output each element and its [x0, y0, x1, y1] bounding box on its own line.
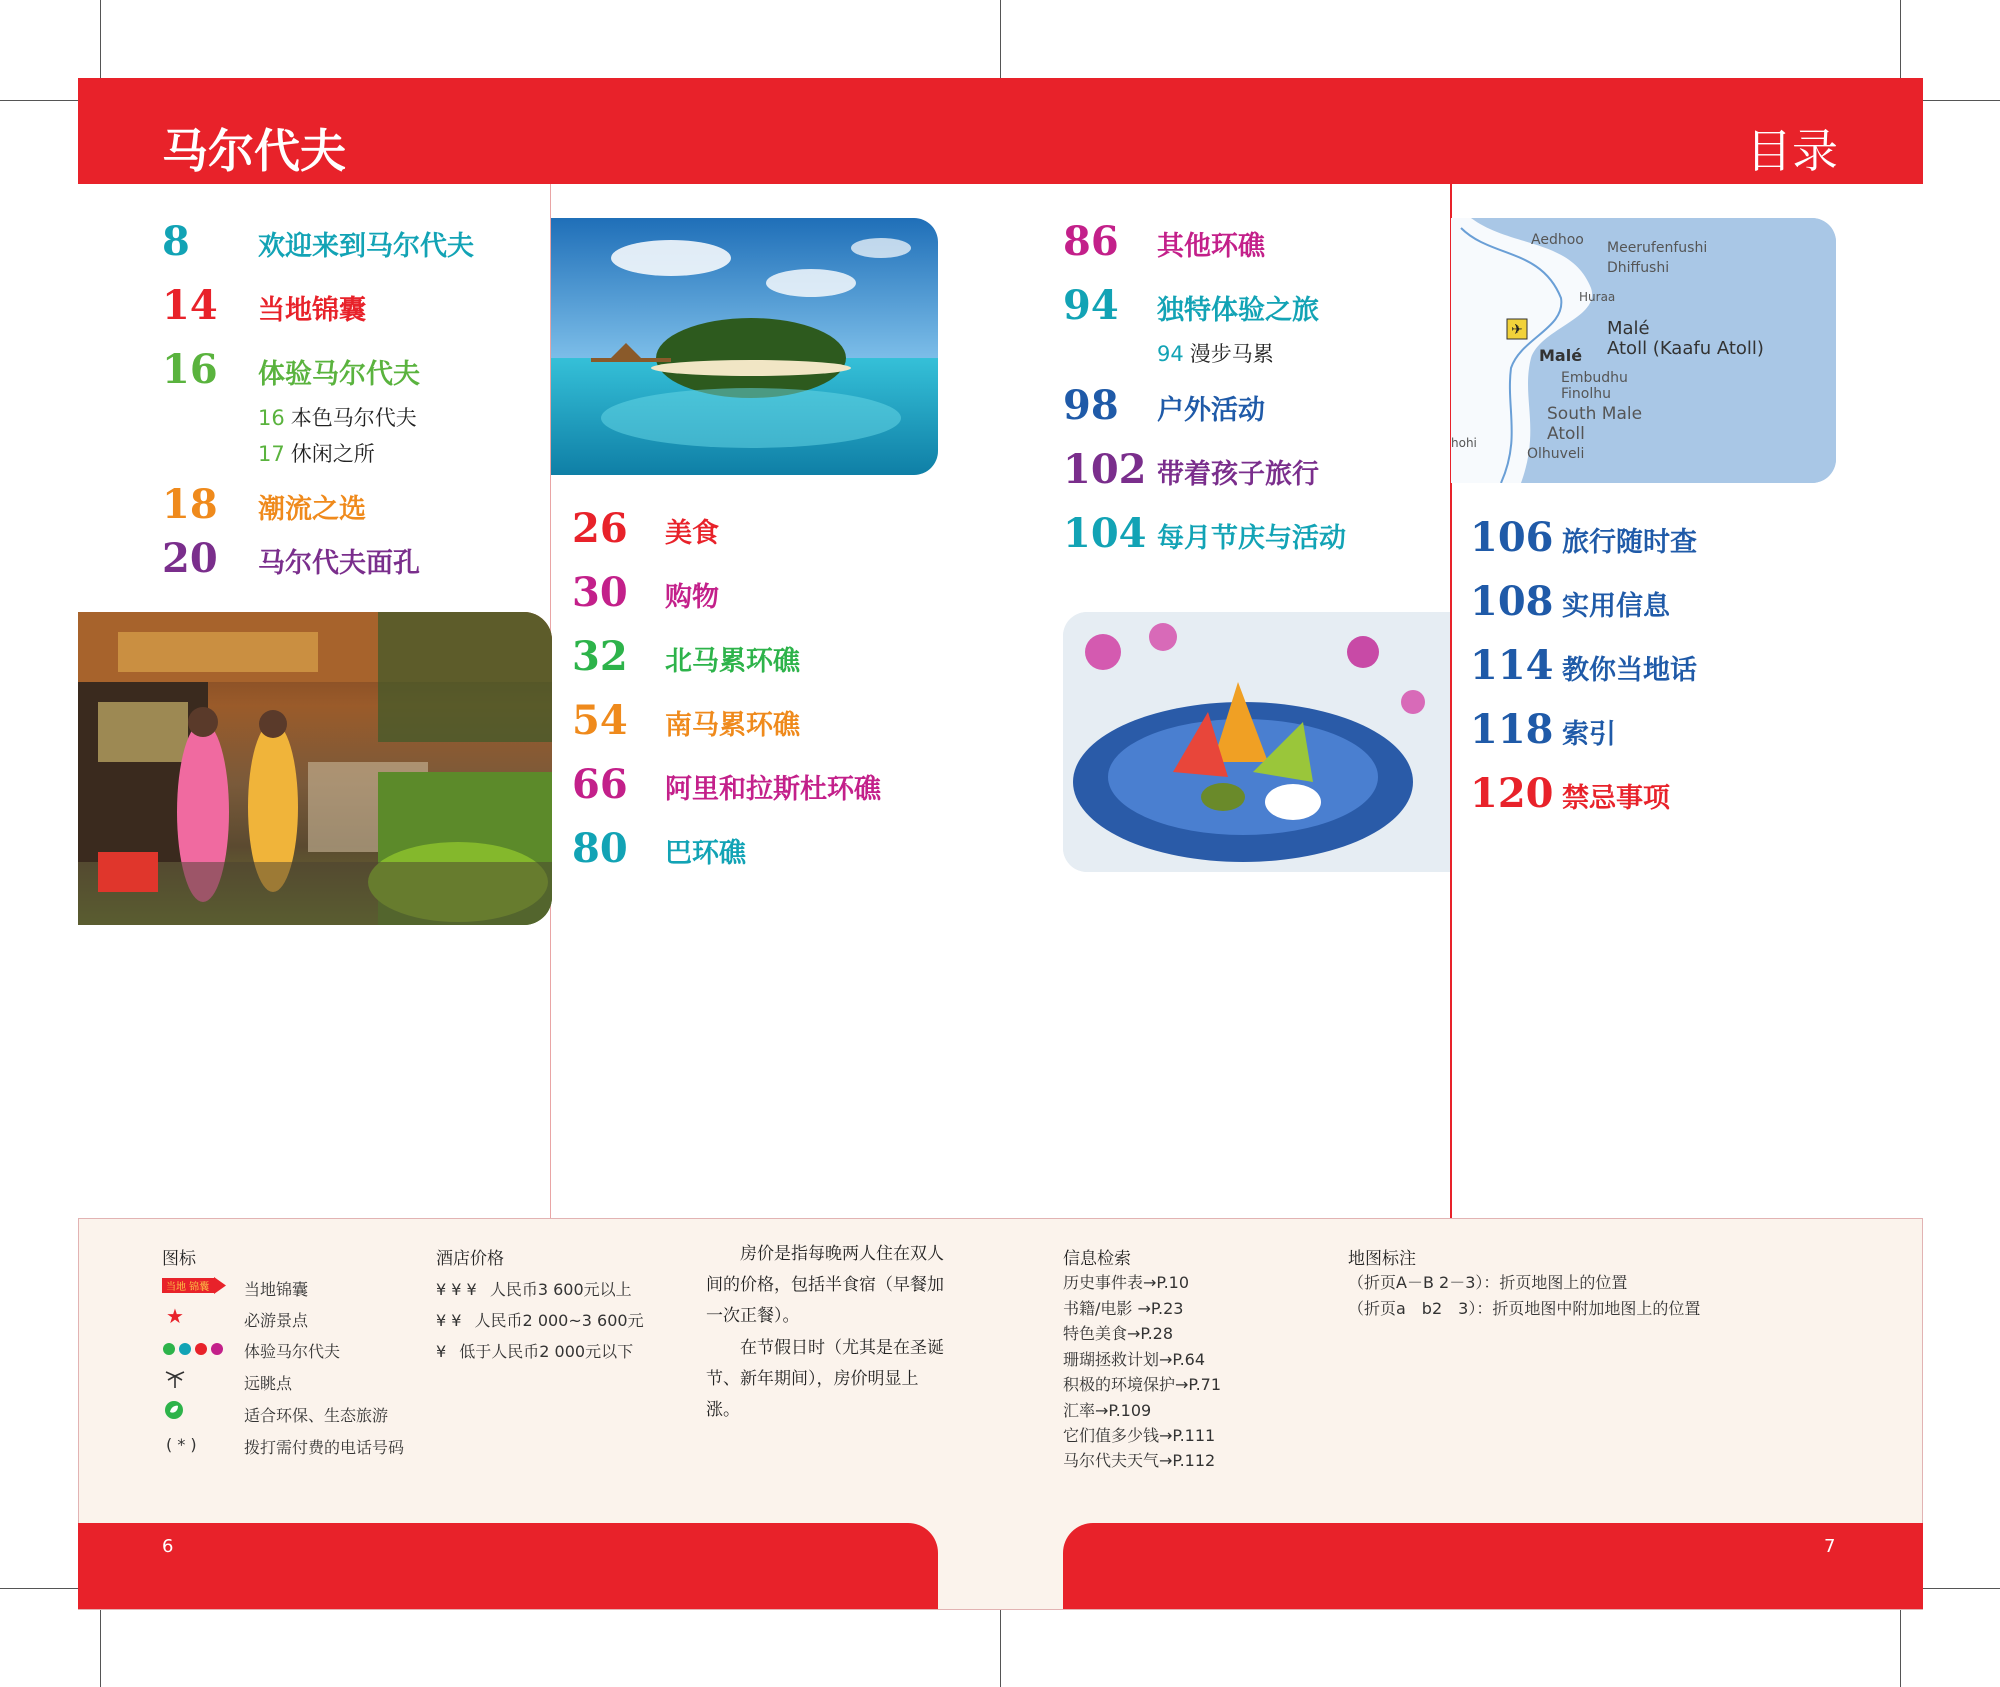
map-label: Malé — [1539, 346, 1583, 365]
toc-page-number: 114 — [1470, 642, 1554, 689]
page-title: 马尔代夫 — [162, 124, 346, 178]
toc-label: 购物 — [665, 582, 719, 613]
toc-sub-label: 本色马尔代夫 — [290, 406, 417, 430]
hotel-price-row — [436, 1308, 644, 1331]
crop-mark — [1900, 0, 1901, 78]
price-note-paragraph: 房价是指每晚两人住在双人间的价格，包括半食宿（早餐加一次正餐）。 — [706, 1244, 944, 1326]
toc-subentry[interactable] — [258, 438, 375, 468]
toc-label: 美食 — [665, 518, 719, 549]
map-label: Embudhu — [1561, 370, 1628, 386]
toc-label: 独特体验之旅 — [1157, 295, 1319, 326]
toc-sub-label: 休闲之所 — [290, 442, 375, 466]
atoll-map[interactable] — [1451, 218, 1836, 483]
info-index-item[interactable]: 积极的环境保护→P.71 — [1063, 1375, 1222, 1394]
toc-page-number: 66 — [572, 761, 628, 808]
island-photo — [551, 218, 938, 475]
toc-entry[interactable] — [1470, 578, 1670, 625]
crop-mark — [0, 100, 78, 101]
toc-label: 南马累环礁 — [665, 710, 800, 741]
crop-mark — [100, 0, 101, 78]
bracket-star-icon: ( * ) — [166, 1435, 197, 1454]
four-dots-icon — [162, 1341, 232, 1355]
toc-label: 北马累环礁 — [665, 646, 800, 677]
left-page-footer-bar — [78, 1523, 938, 1609]
map-label: South Male — [1547, 404, 1643, 424]
toc-page-number: 30 — [572, 569, 628, 616]
toc-entry[interactable] — [162, 535, 420, 582]
crop-mark — [1923, 100, 2000, 101]
map-label: hohi — [1451, 436, 1477, 450]
price-note-paragraph: 在节假日时（尤其是在圣诞节、新年期间），房价明显上涨。 — [706, 1338, 944, 1420]
toc-entry[interactable] — [572, 825, 746, 872]
map-label: Finolhu — [1561, 386, 1611, 402]
toc-label: 体验马尔代夫 — [258, 359, 420, 390]
toc-label: 实用信息 — [1562, 591, 1670, 622]
map-notes-title: 地图标注 — [1348, 1249, 1416, 1269]
toc-sub-label: 漫步马累 — [1189, 342, 1274, 366]
toc-entry[interactable] — [162, 282, 366, 329]
map-note: （折页A－B 2－3）：折页地图上的位置 — [1348, 1273, 1628, 1292]
info-index-item[interactable]: 汇率→P.109 — [1063, 1401, 1152, 1420]
toc-entry[interactable] — [572, 569, 719, 616]
crop-mark — [0, 1588, 78, 1589]
toc-label: 索引 — [1562, 719, 1616, 750]
toc-page-number: 26 — [572, 505, 628, 552]
info-index-item[interactable]: 它们值多少钱→P.111 — [1063, 1426, 1216, 1445]
price-label: 低于人民币2 000元以下 — [459, 1342, 634, 1361]
toc-label: 马尔代夫面孔 — [258, 548, 420, 579]
map-label: Aedhoo — [1531, 232, 1584, 248]
toc-label: 当地锦囊 — [258, 295, 366, 326]
crop-mark — [1000, 0, 1001, 86]
toc-entry[interactable] — [572, 761, 881, 808]
price-symbol: ¥ — [436, 1342, 447, 1361]
toc-label: 每月节庆与活动 — [1157, 523, 1346, 554]
toc-label: 阿里和拉斯杜环礁 — [665, 774, 881, 805]
toc-page-number: 80 — [572, 825, 628, 872]
toc-page-number: 86 — [1063, 218, 1119, 265]
toc-page-number: 118 — [1470, 706, 1554, 753]
toc-label: 旅行随时查 — [1562, 527, 1697, 558]
toc-sub-page-number: 16 — [258, 406, 285, 430]
map-label: Malé — [1607, 318, 1650, 339]
toc-label: 其他环礁 — [1157, 231, 1265, 262]
toc-entry[interactable] — [1470, 514, 1697, 561]
badge-label: 当地 锦囊 — [166, 1282, 210, 1293]
hotel-price-title: 酒店价格 — [436, 1249, 504, 1269]
food-dish-photo — [1063, 612, 1450, 872]
toc-page-number: 94 — [1063, 282, 1119, 329]
toc-page-number: 120 — [1470, 770, 1554, 817]
crop-mark — [1000, 1605, 1001, 1687]
legend-label: 当地锦囊 — [244, 1280, 309, 1299]
map-note: （折页a b2 3）：折页地图中附加地图上的位置 — [1348, 1299, 1701, 1318]
toc-entry[interactable] — [1063, 382, 1265, 429]
legend-label: 拨打需付费的电话号码 — [244, 1438, 405, 1457]
toc-entry[interactable] — [1470, 706, 1616, 753]
toc-subentry[interactable] — [258, 402, 417, 432]
toc-sub-page-number: 17 — [258, 442, 285, 466]
map-label: Huraa — [1579, 290, 1616, 304]
map-label: Atoll (Kaafu Atoll) — [1607, 338, 1764, 359]
map-label: Olhuveli — [1527, 446, 1585, 462]
legend-label: 远眺点 — [244, 1374, 293, 1393]
toc-entry[interactable] — [1063, 218, 1265, 265]
icons-legend-title: 图标 — [162, 1249, 196, 1269]
toc-entry[interactable] — [1063, 510, 1346, 557]
toc-label: 禁忌事项 — [1562, 783, 1670, 814]
toc-page-number: 108 — [1470, 578, 1554, 625]
eco-leaf-icon — [165, 1401, 183, 1419]
legend-label: 必游景点 — [244, 1311, 309, 1330]
svg-text:✈: ✈ — [1511, 322, 1523, 338]
toc-page-number: 98 — [1063, 382, 1119, 429]
toc-page-number: 102 — [1063, 446, 1147, 493]
hotel-price-row — [436, 1339, 633, 1362]
crop-mark — [1900, 1610, 1901, 1687]
toc-subentry[interactable] — [1157, 338, 1274, 368]
map-label: Dhiffushi — [1607, 260, 1670, 276]
info-index-item[interactable]: 珊瑚拯救计划→P.64 — [1063, 1350, 1206, 1369]
toc-page-number: 18 — [162, 481, 218, 528]
toc-entry[interactable] — [572, 697, 800, 744]
toc-sub-page-number: 94 — [1157, 342, 1184, 366]
section-title: 目录 — [1746, 124, 1838, 178]
toc-label: 户外活动 — [1157, 395, 1265, 426]
toc-label: 欢迎来到马尔代夫 — [258, 231, 474, 262]
toc-page-number: 54 — [572, 697, 628, 744]
toc-page-number: 14 — [162, 282, 218, 329]
map-label: Atoll — [1547, 424, 1585, 444]
legend-label: 体验马尔代夫 — [244, 1342, 341, 1361]
page-number-right: 7 — [1824, 1536, 1836, 1557]
toc-page-number: 16 — [162, 346, 218, 393]
crop-mark — [100, 1610, 101, 1687]
toc-page-number: 106 — [1470, 514, 1554, 561]
price-label: 人民币2 000~3 600元 — [474, 1311, 644, 1330]
toc-label: 带着孩子旅行 — [1157, 459, 1319, 490]
palm-viewpoint-icon — [164, 1370, 186, 1388]
star-icon: ★ — [166, 1304, 184, 1328]
toc-entry[interactable] — [572, 633, 800, 680]
toc-entry[interactable] — [162, 346, 420, 393]
local-tip-badge-icon — [162, 1277, 226, 1294]
info-index-title: 信息检索 — [1063, 1249, 1131, 1269]
toc-entry[interactable] — [1063, 446, 1319, 493]
info-index-item[interactable]: 书籍/电影 →P.23 — [1063, 1299, 1184, 1318]
right-page-footer-bar — [1063, 1523, 1923, 1609]
info-index-item[interactable]: 特色美食→P.28 — [1063, 1324, 1174, 1343]
legend-label: 适合环保、生态旅游 — [244, 1406, 389, 1425]
market-street-photo — [78, 612, 552, 925]
toc-label: 潮流之选 — [258, 494, 366, 525]
info-index-item[interactable]: 马尔代夫天气→P.112 — [1063, 1451, 1216, 1470]
toc-entry[interactable] — [1470, 770, 1670, 817]
toc-entry[interactable] — [162, 481, 366, 528]
hotel-price-row — [436, 1277, 632, 1300]
toc-page-number: 32 — [572, 633, 628, 680]
crop-mark — [1923, 1588, 2000, 1589]
price-symbol: ¥ ¥ ¥ — [436, 1280, 477, 1299]
map-label: Meerufenfushi — [1607, 240, 1708, 256]
toc-page-number: 8 — [162, 218, 190, 265]
toc-entry[interactable] — [1063, 282, 1319, 329]
toc-entry[interactable] — [162, 218, 474, 265]
toc-entry[interactable] — [1470, 642, 1697, 689]
price-label: 人民币3 600元以上 — [489, 1280, 632, 1299]
info-index-item[interactable]: 历史事件表→P.10 — [1063, 1273, 1190, 1292]
price-symbol: ¥ ¥ — [436, 1311, 462, 1330]
header-bar — [78, 78, 1923, 184]
page-number-left: 6 — [162, 1536, 174, 1557]
toc-label: 教你当地话 — [1562, 655, 1697, 686]
toc-entry[interactable] — [572, 505, 719, 552]
toc-page-number: 20 — [162, 535, 218, 582]
toc-page-number: 104 — [1063, 510, 1147, 557]
toc-label: 巴环礁 — [665, 838, 746, 869]
